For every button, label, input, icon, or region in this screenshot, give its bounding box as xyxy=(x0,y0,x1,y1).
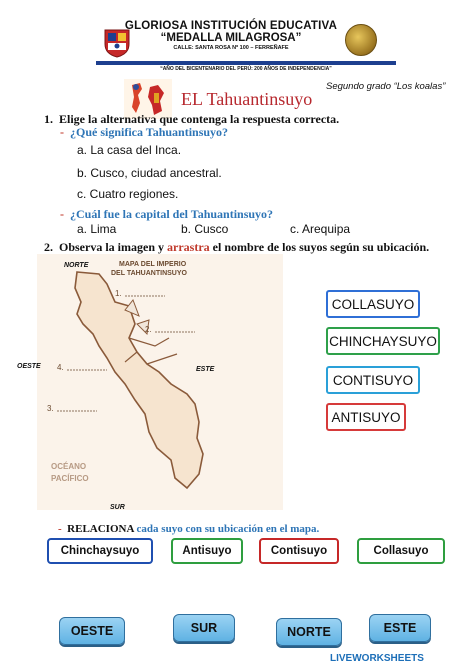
direction-oeste-button[interactable]: OESTE xyxy=(59,617,125,645)
question-2-text-after: el nombre de los suyos según su ubicación. xyxy=(209,240,430,254)
question-2-number: 2. xyxy=(44,240,53,254)
tile-contisuyo[interactable]: Contisuyo xyxy=(259,538,339,564)
medal-logo xyxy=(345,24,377,56)
tahuantinsuyo-map xyxy=(37,254,283,510)
option-1a-c[interactable]: c. Cuatro regiones. xyxy=(77,187,179,201)
liveworksheets-logo-text: LIVEWORKSHEETS xyxy=(330,653,424,664)
drag-word-chinchaysuyo[interactable]: CHINCHAYSUYO xyxy=(326,327,440,355)
question-1a xyxy=(60,125,228,140)
school-address: CALLE: SANTA ROSA Nº 100 – FERREÑAFE xyxy=(173,45,289,51)
relate-rest: cada suyo con su ubicación en el mapa. xyxy=(133,523,320,535)
question-2-heading xyxy=(44,240,429,255)
option-1b-a[interactable]: a. Lima xyxy=(77,222,117,236)
option-1b-b[interactable]: b. Cusco xyxy=(181,222,229,236)
question-1b-text: ¿Cuál fue la capital del Tahuantinsuyo? xyxy=(70,207,274,221)
map-marker-1: 1. xyxy=(115,289,122,298)
drag-word-collasuyo[interactable]: COLLASUYO xyxy=(326,290,420,318)
direction-este-button[interactable]: ESTE xyxy=(369,614,431,642)
direction-norte-button[interactable]: NORTE xyxy=(276,618,342,646)
question-2-text-before: Observa la imagen y xyxy=(59,240,167,254)
map-marker-4: 4. xyxy=(57,363,64,372)
school-name: GLORIOSA INSTITUCIÓN EDUCATIVA xyxy=(124,20,338,32)
question-1-number: 1. xyxy=(44,112,53,126)
tile-collasuyo[interactable]: Collasuyo xyxy=(357,538,445,564)
drag-word-antisuyo[interactable]: ANTISUYO xyxy=(326,403,406,431)
page-title: EL Tahuantinsuyo xyxy=(181,89,313,109)
tile-chinchaysuyo[interactable]: Chinchaysuyo xyxy=(47,538,153,564)
grade-label: Segundo grado “Los koalas” xyxy=(326,81,446,92)
tile-antisuyo[interactable]: Antisuyo xyxy=(171,538,243,564)
map-east-label: ESTE xyxy=(196,366,215,373)
question-1b xyxy=(60,207,273,222)
map-marker-3: 3. xyxy=(47,404,54,413)
school-header xyxy=(96,20,366,64)
relate-bold: RELACIONA xyxy=(67,523,134,535)
motto-text: “AÑO DEL BICENTENARIO DEL PERÚ: 200 AÑOS DE INDEPENDENCIA” xyxy=(96,63,396,71)
map-marker-2: 2. xyxy=(145,325,152,334)
question-2-drag-word: arrastra xyxy=(167,240,210,254)
school-subtitle: “MEDALLA MILAGROSA” xyxy=(160,32,302,44)
dash-bullet: - xyxy=(60,125,64,139)
dash-bullet: - xyxy=(58,523,62,535)
ocean-label-2: PACÍFICO xyxy=(51,474,89,483)
question-1-text: Elige la alternativa que contenga la respuesta correcta. xyxy=(59,112,340,126)
liveworksheets-logo xyxy=(330,653,424,664)
map-title-1: MAPA DEL IMPERIO xyxy=(119,261,187,268)
map-west-label: OESTE xyxy=(17,363,41,370)
map-title-2: DEL TAHUANTINSUYO xyxy=(111,270,187,277)
drag-word-contisuyo[interactable]: CONTISUYO xyxy=(326,366,420,394)
relate-instruction xyxy=(58,523,319,535)
option-1b-c[interactable]: c. Arequipa xyxy=(290,222,351,236)
question-1a-text: ¿Qué significa Tahuantinsuyo? xyxy=(70,125,229,139)
dash-bullet: - xyxy=(60,207,64,221)
ocean-label-1: OCÉANO xyxy=(51,462,87,471)
map-north-label: NORTE xyxy=(64,262,89,269)
option-1a-b[interactable]: b. Cusco, ciudad ancestral. xyxy=(77,166,222,180)
direction-sur-button[interactable]: SUR xyxy=(173,614,235,642)
map-south-label: SUR xyxy=(110,504,125,511)
option-1a-a[interactable]: a. La casa del Inca. xyxy=(77,143,182,157)
